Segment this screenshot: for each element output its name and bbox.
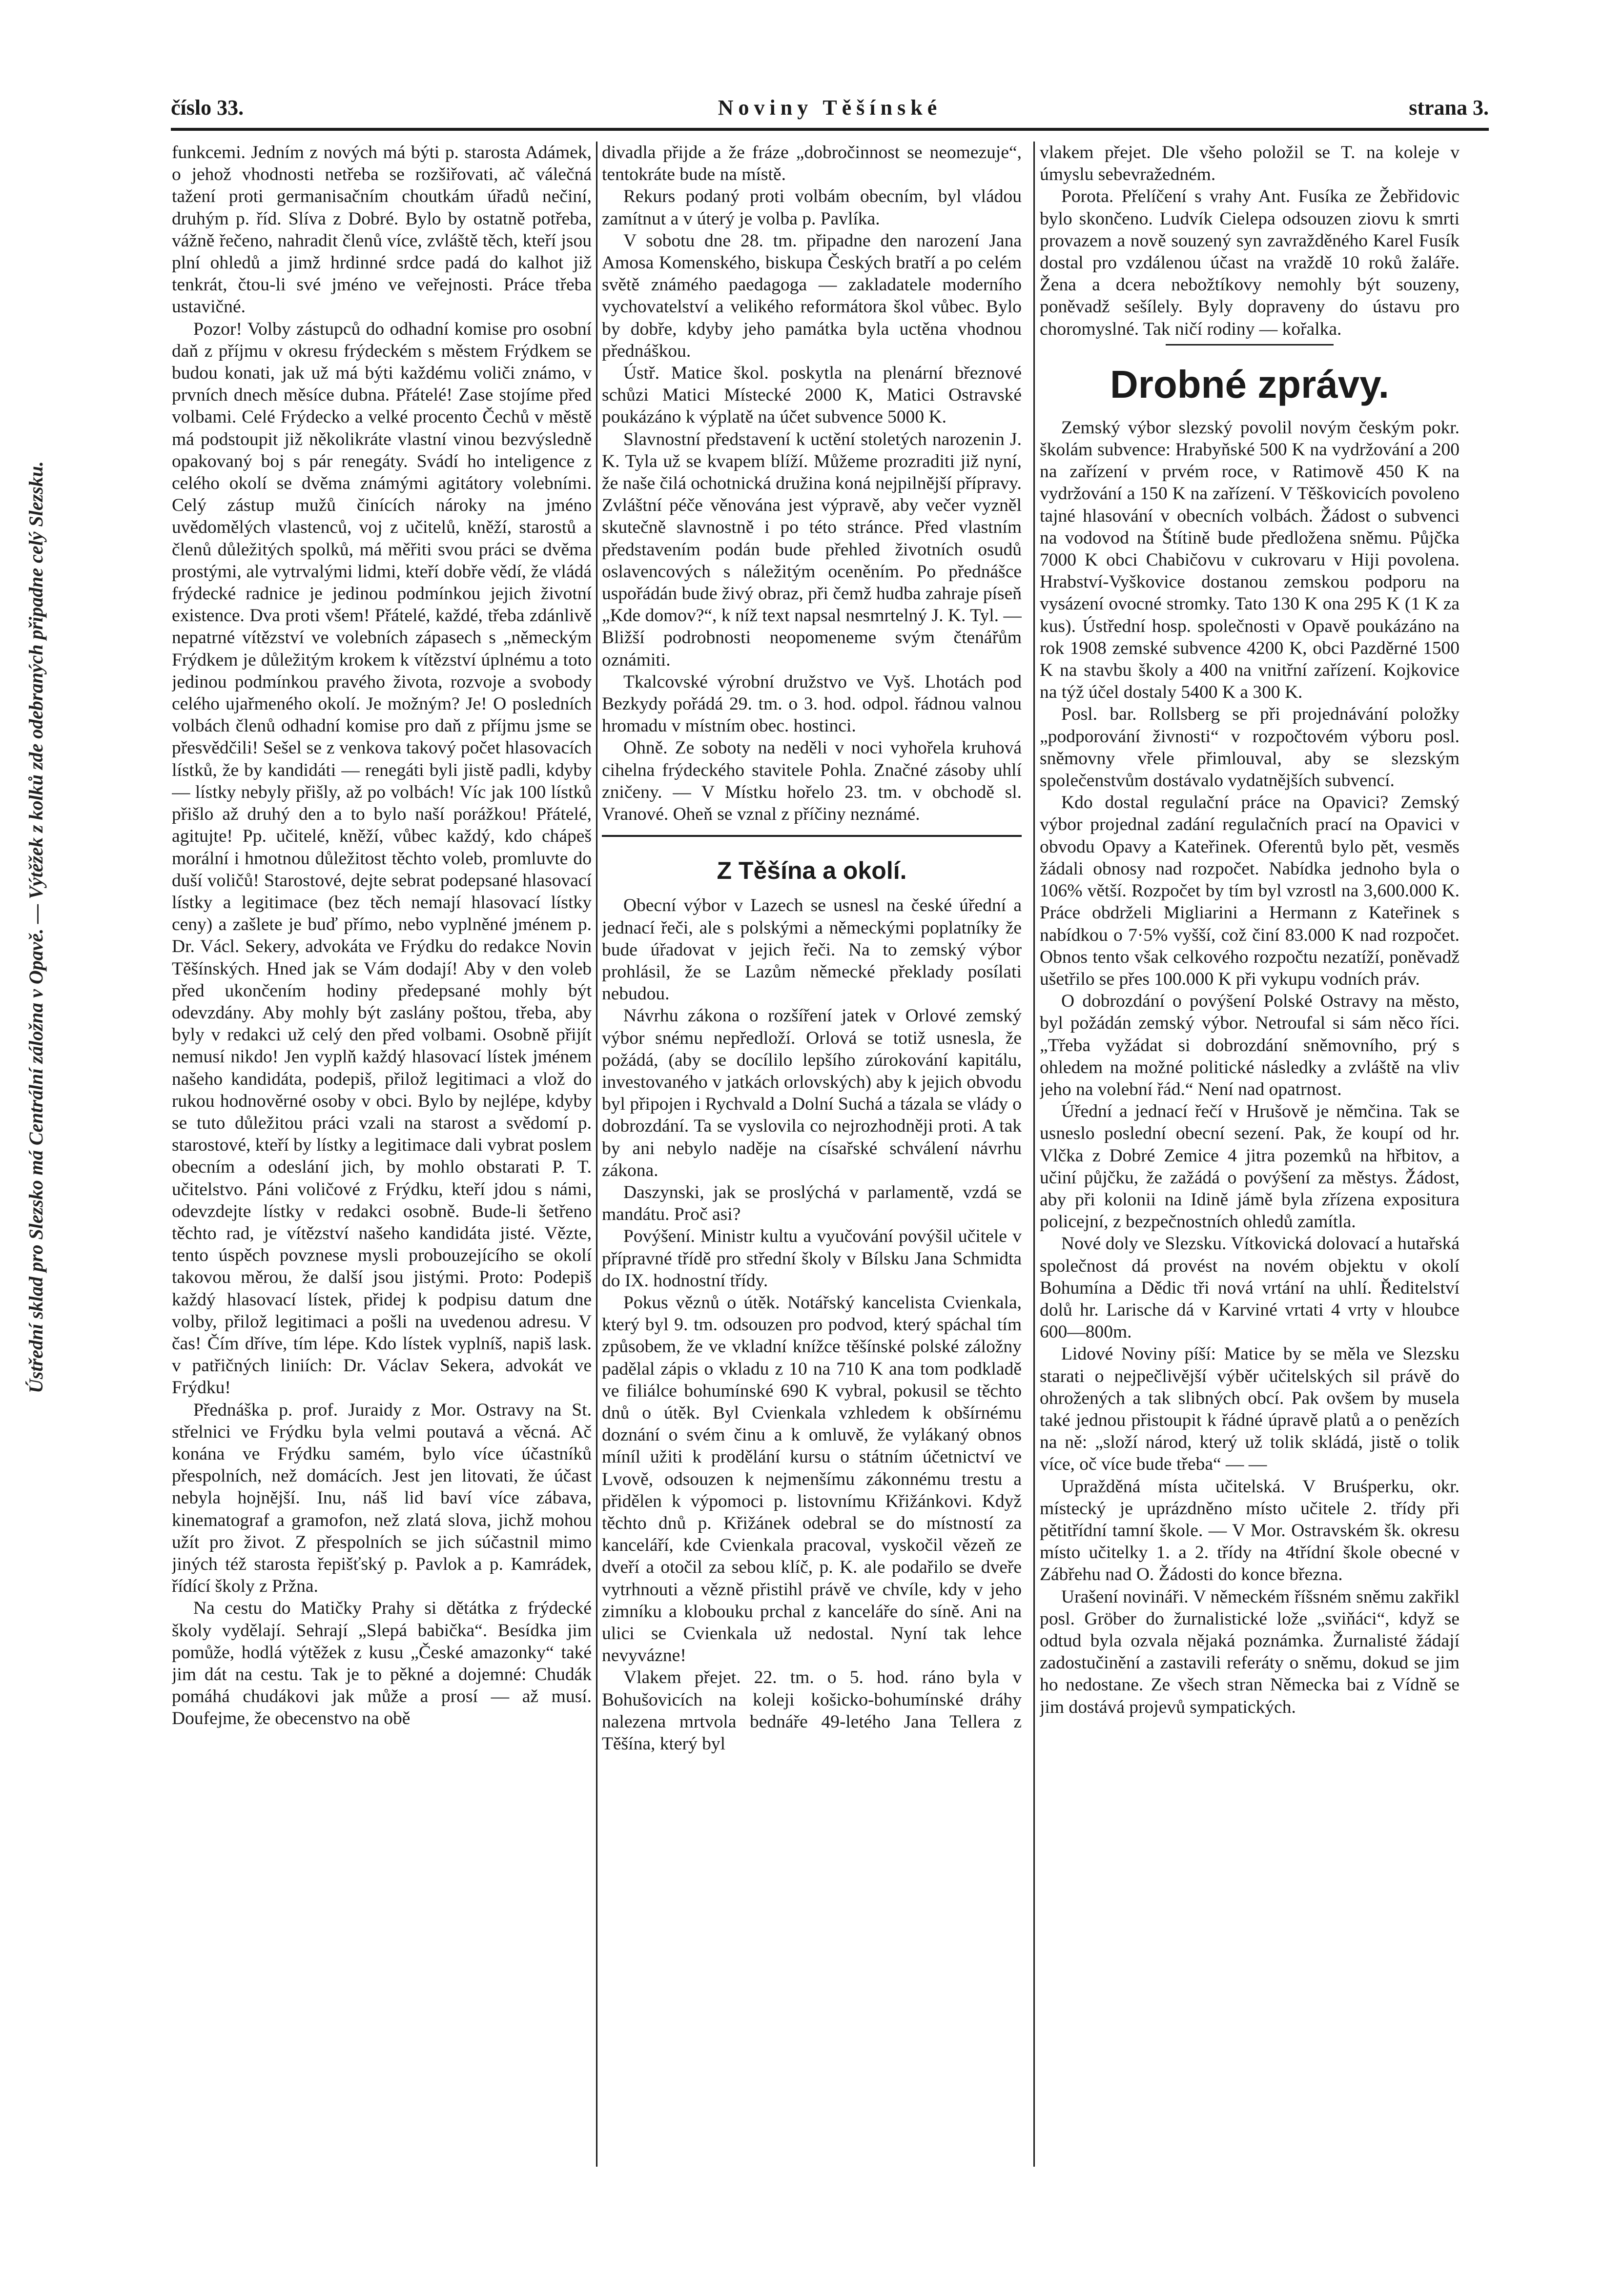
article-paragraph: Zemský výbor slezský povolil novým českým pokr. školám subvence: Hrabyňské 500 K na vydržování a 200 na zařízení v prvém roce, v Ratimově 450 K na vydržování a 150 K na zařízení. V Těškovicích povoleno tajné hlasování v obecních volbách. Žádost o subvenci na vodovod na Štítině bude předložena sněmu. Půjčka 7000 K obci Chabičovu v cukrovaru v Hiji povolena. Hrabství-Vyškovice dostanou zemskou podporu na vysázení ovocné stromky. Tato 130 K ona 295 K (1 K za kus). Ústřední hosp. společnosti v Opavě poukázáno na rok 1908 zemské subvence 4200 K, obci Pazděrné 1500 K na stavbu školy a 400 na vnitřní zařízení. Kojkovice na týž účel dostaly 5400 K a 300 K. [1040,417,1460,703]
article-paragraph: Povýšení. Ministr kultu a vyučování povýšil učitele v přípravné třídě pro střední školy v Bílsku Jana Schmidta do IX. hodnostní třídy. [602,1226,1022,1291]
section-heading-tesin: Z Těšína a okolí. [717,857,907,885]
article-paragraph: Urašení novináři. V německém říšsném sněmu zakřikl posl. Gröber do žurnalistické lože „sviňáci“, když se odtud byla ozvala nějaká poznámka. Žurnalisté žádají zadostučinění a zastavili referáty o sněmu, dokud se jim ho nedostane. Ze všech stran Německa bai z Vídně se jim dostává projevů sympatických. [1040,1586,1460,1717]
article-paragraph: Přednáška p. prof. Juraidy z Mor. Ostravy na St. střelnici ve Frýdku byla velmi poutavá a věcná. Ač konána ve Frýdku samém, bylo více účastníků přespolních, než domácích. Jest jen litovati, že účast nebyla hojnější. Inu, náš lid baví více zábava, kinematograf a gramofon, než zlatá slova, jichž mohou užít pro život. Z přespolních se jich súčastnil mimo jiných též starosta řepišťský p. Pavlok a p. Kamrádek, řídící školy z Pržna. [172,1400,592,1597]
article-paragraph: funkcemi. Jedním z nových má býti p. starosta Adámek, o jehož vhodnosti netřeba se rozšiřovati, ač válečná tažení proti germanisačním choutkám úřadů nečiní, druhým p. říd. Slíva z Dobré. Bylo by ostatně potřeba, vážně řečeno, nahradit členů více, zvláště těch, kteří jsou plní ohledů a jimž hrdinné srdce padá do kalhot již tenkrát, čtou-li své jméno ve veřejnosti. Práce třeba ustavičné. [172,142,592,317]
page-header [171,95,1489,124]
section-separator [602,835,1022,837]
article-paragraph: Úřední a jednací řečí v Hrušově je němčina. Tak se usneslo poslední obecní sezení. Pak, že koupí od hr. Vlčka z Dobré Zemice 4 jitra pozemků na hřbitov, a učiní půjčku, že zažádá o povýšení za městys. Žádost, aby při kolonii na Idině jámě byla zřízena expositura policejní, z bezpečnostních ohledů zamítla. [1040,1101,1460,1232]
article-paragraph: Posl. bar. Rollsberg se při projednávání položky „podporování živnosti“ v rozpočtovém výboru posl. sněmovny vřele přimlouval, aby se slezským společenstvům dostávalo vydatnějších subvencí. [1040,704,1460,791]
article-paragraph: Lidové Noviny píší: Matice by se měla ve Slezsku starati o nejpečlivější výběr učitelských sil právě do ohrožených a tak slibných obcí. Pak ovšem by musela také jednou přistoupit k řádné úpravě platů a o penězích na ně: „složí národ, který už tolik skládá, jistě o tolik více, oč více bude třeba“ — — [1040,1344,1460,1475]
issue-number: číslo 33. [171,96,244,120]
column-1 [172,142,592,2167]
column-3 [1040,142,1460,2167]
article-paragraph: Nové doly ve Slezsku. Vítkovická dolovací a hutařská společnost dá provést na novém objektu v okolí Bohumína a Dědic tři nová vrtání na uhlí. Ředitelství dolů hr. Larische dá v Karviné vrtati 4 vrty v hloubce 600—800m. [1040,1234,1460,1342]
column-divider-2 [1033,142,1035,2167]
article-paragraph: Upražděná místa učitelská. V Bruśperku, okr. místecký je uprázdněno místo učitele 2. třídy při pětitřídní tamní škole. — V Mor. Ostravském šk. okresu místo učitelky 1. a 2. třídy na 4třídní škole obecné v Zábřehu nad O. Žádosti do konce března. [1040,1476,1460,1585]
article-paragraph: Ohně. Ze soboty na neděli v noci vyhořela kruhová cihelna frýdeckého stavitele Pohla. Značné zásoby uhlí zničeny. — V Místku hořelo 23. tm. v obchodě sl. Vranové. Oheň se vznal z příčiny neznámé. [602,738,1022,825]
article-paragraph: Ústř. Matice škol. poskytla na plenární březnové schůzi Matici Místecké 2000 K, Matici Ostravské poukázáno k výplatě na účet subvence 5000 K. [602,363,1022,427]
column-2 [602,142,1022,2167]
section-separator [1166,344,1334,345]
column-divider-1 [596,142,597,2167]
article-paragraph: Vlakem přejet. 22. tm. o 5. hod. ráno byla v Bohušovicích na koleji košicko-bohumínské dráhy nalezena mrtvola bednáře 49-letého Jana Tellera z Těšína, který byl [602,1667,1022,1754]
article-paragraph: Rekurs podaný proti volbám obecním, byl vládou zamítnut a v úterý je volba p. Pavlíka. [602,186,1022,229]
article-paragraph: vlakem přejet. Dle všeho položil se T. na koleje v úmyslu sebevražedném. [1040,142,1460,185]
section-heading-drobne: Drobné zprávy. [1110,362,1389,406]
article-paragraph: Kdo dostal regulační práce na Opavici? Zemský výbor projednal zadání regulačních prací na Opavici v obvodu Opavy a Kateřinek. Oferentů bylo pět, vesměs žádali obnosy nad rozpočet. Nabídka jednoho byla o 106% větší. Rozpočet by tím byl vzrostl na 3,600.000 K. Práce obdrželi Migliarini a Hermann z Kateřinek s nabídkou o 7·5% vyšší, což činí 83.000 K nad rozpočet. Obnos tento však celkového rozpočtu nezatíží, poněvadž ušetřilo se přes 100.000 K při vykupu vodních práv. [1040,792,1460,989]
article-paragraph: Pokus věznů o útěk. Notářský kancelista Cvienkala, který byl 9. tm. odsouzen pro podvod, který spáchal tím způsobem, že ve vkladní knížce těšínské polské záložny padělal zápis o vkladu z 10 na 710 K ana tom podkladě ve filiálce bohumínské 690 K vybral, pokusil se těchto dnů o útěk. Byl Cvienkala vzhledem k obšírnému doznání o svém činu a k omluvě, že vylákaný obnos míníl užiti k prodělání kursu o státním účetnictví ve Lvově, odsouzen k nejmenšímu zákonnému trestu a přidělen k výpomoci p. listovnímu Křižánkovi. Když těchto dnů p. Křižánek odebral se do místností za kanceláří, kde Cvienkala pracoval, vyskočil vězeň ze dveří a otočil za sebou klíč, p. K. ale podařilo se dveře vytrhnouti a vězně přistihl právě ve chvíle, kdy v jeho zimníku a klobouku prchal z kanceláře do síně. Ani na ulici se Cvienkala už nedostal. Nyní tak lehce nevyvázne! [602,1292,1022,1666]
header-rule [171,128,1489,131]
page-number: strana 3. [1409,96,1489,120]
article-paragraph: Obecní výbor v Lazech se usnesl na české úřední a jednací řeči, ale s polskými a německými poplatníky že bude úřadovat v jejich řeči. Na to zemský výbor prohlásil, že se Lazům německé překlady posílati nebudou. [602,895,1022,1004]
article-paragraph: Daszynski, jak se proslýchá v parlamentě, vzdá se mandátu. Proč asi? [602,1182,1022,1225]
article-paragraph: Slavnostní představení k uctění stoletých narozenin J. K. Tyla už se kvapem blíží. Můžeme prozraditi již nyní, že naše čilá ochotnická družina koná nejpilnější přípravy. Zvláštní péče věnována jest výpravě, aby večer vyzněl skutečně slavnostně i po této stránce. Před vlastním představením podán bude přehled životních osudů oslavencových s náležitým oceněním. Po přednášce uspořádán bude živý obraz, při čemž hudba zahraje píseň „Kde domov?“, k níž text napsal nesmrtelný J. K. Tyl. — Bližší podrobnosti neopomeneme svým čtenářům oznámiti. [602,429,1022,670]
newspaper-title: Noviny Těšínské [718,96,942,120]
article-paragraph: V sobotu dne 28. tm. připadne den narození Jana Amosa Komenského, biskupa Českých bratří a po celém světě známého paedagoga — zakladatele moderního vychovatelství a velikého reformátora škol vůbec. Bylo by dobře, kdyby jeho památka byla uctěna vhodnou přednáškou. [602,230,1022,361]
article-paragraph: O dobrozdání o povýšení Polské Ostravy na město, byl požádán zemský výbor. Netroufal si sám něco říci. „Třeba vyžádat si dobrozdání sněmovního, prý s ohledem na možné politické následky a zvláště na vliv jeho na volební řád.“ Není nad opatrnost. [1040,991,1460,1099]
article-paragraph: divadla přijde a že fráze „dobročinnost se neomezuje“, tentokráte bude na místě. [602,142,1022,185]
side-notice: Ústřední sklad pro Slezsko má Centrální záložna v Opavě. — Výtěžek z kolků zde odebraných připadne celý Slezsku. [25,461,47,1394]
article-paragraph: Tkalcovské výrobní družstvo ve Vyš. Lhotách pod Bezkydy pořádá 29. tm. o 3. hod. odpol. řádnou valnou hromadu v místním obec. hostinci. [602,671,1022,736]
article-paragraph: Návrhu zákona o rozšíření jatek v Orlové zemský výbor snému nepředloží. Orlová se totiž usnesla, že požádá, (aby se docílilo lepšího zúrokování kapitálu, investovaného v jatkách orlovských) aby k jejich obvodu byl připojen i Rychvald a Dolní Suchá a tázala se vlády o dobrozdání. Ta se vyslovila co nejrozhodněji proti. A tak by ani nebylo naděje na císařské schválení návrhu zákona. [602,1006,1022,1180]
article-paragraph: Porota. Přelíčení s vrahy Ant. Fusíka ze Žebřidovic bylo skončeno. Ludvík Cielepa odsouzen ziovu k smrti provazem a nově souzený syn zavražděného Karel Fusík dostal pro vzdálenou účast na vraždě 10 roků žaláře. Žena a dcera nebožtíkovy nemohly být souzeny, poněvadž sešílely. Byly dopraveny do ústavu pro choromyslné. Tak ničí rodiny — kořalka. [1040,186,1460,339]
article-paragraph: Na cestu do Matičky Prahy si dětátka z frýdecké školy vydělají. Sehrají „Slepá babička“. Besídka jim pomůže, hodlá výtěžek z kusu „České amazonky“ také jim dát na cestu. Tak je to pěkné a dojemné: Chudák pomáhá chudákovi jak může a prosí — až musí. Doufejme, že obecenstvo na obě [172,1598,592,1729]
article-paragraph: Pozor! Volby zástupců do odhadní komise pro osobní daň z příjmu v okresu frýdeckém s městem Frýdkem se budou konati, jak už má býti každému voliči známo, v prvních dnech měsíce dubna. Přátelé! Zase stojíme před volbami. Celé Frýdecko a velké procento Čechů v městě má podstoupit již několikráte vlastní vinou bezvýsledně opakovaný boj s pár renegáty. Svádí ho inteligence z celého okolí se dvěma známými agitátory volebními. Celý zástup mužů činících nároky na jméno uvědomělých vlastenců, voj z učitelů, kněží, starostů a členů důležitých spolků, má měřiti svou práci se dvěma prostými, ale vytrvalými lidmi, kteří dobře vědí, že vládá frýdecké radnice je jedinou podmínkou jejich životní existence. Dva proti všem! Přátelé, každé, třeba zdánlivě nepatrné vítězství ve volebních zápasech s „německým Frýdkem je důležitým krokem k vítězství úplnému a toto jedinou podmínkou pravého života, rozvoje a svobody celého ujařmeného okolí. Je možným? Je! O posledních volbách členů odhadní komise pro daň z příjmu jsme se přesvědčili! Sešel se z venkova takový počet hlasovacích lístků, že by kandidáti — renegáti byli jistě padli, kdyby — lístky nebyly přišly, až po volbách! Víc jak 100 lístků přišlo až druhý den a to bylo naší porážkou! Přátelé, agitujte! Pp. učitelé, kněží, vůbec každý, kdo chápeš morální i hmotnou důležitost těchto voleb, promluvte do duší voličů! Starostové, dejte sebrat podepsané hlasovací lístky a legitimace (bez těch nemají hlasovací lístky ceny) a zašlete je buď přímo, nebo vyplněné jménem p. Dr. Václ. Sekery, advokáta ve Frýdku do redakce Novin Těšínských. Hned jak se Vám dodají! Aby v den voleb před ukončením hodiny předepsané mohly být odevzdány. Aby mohly být zaslány poštou, třeba, aby byly v redakci už celý den před volbami. Osobně přijít nemusí nikdo! Jen vyplň každý hlasovací lístek jménem našeho kandidáta, podepiš, přilož legitimaci a vlož do rukou hodnověrné osoby v obci. Bylo by nejlépe, kdyby se tuto důležitou práci vzali na starost a svědomí p. starostové, kteří by lístky a legitimace dali vybrat poslem obecním a odeslání jich, by mohlo obstarati P. T. učitelstvo. Páni voličové z Frýdku, kteří jdou s námi, odevzdejte lístky v redakci osobně. Bude-li šetřeno těchto rad, je vítězství našeho kandidáta jisté. Vězte, tento úspěch povznese mysli probouzejícího se okolí takovou měrou, že další jsou jistými. Proto: Podepiš každý hlasovací lístek, přidej k podpisu datum dne volby, přilož legitimaci a pošli na uvedenou adresu. V čas! Čím dříve, tím lépe. Kdo lístek vyplníš, napiš lask. v patřičných liniích: Dr. Václav Sekera, advokát ve Frýdku! [172,319,592,1398]
